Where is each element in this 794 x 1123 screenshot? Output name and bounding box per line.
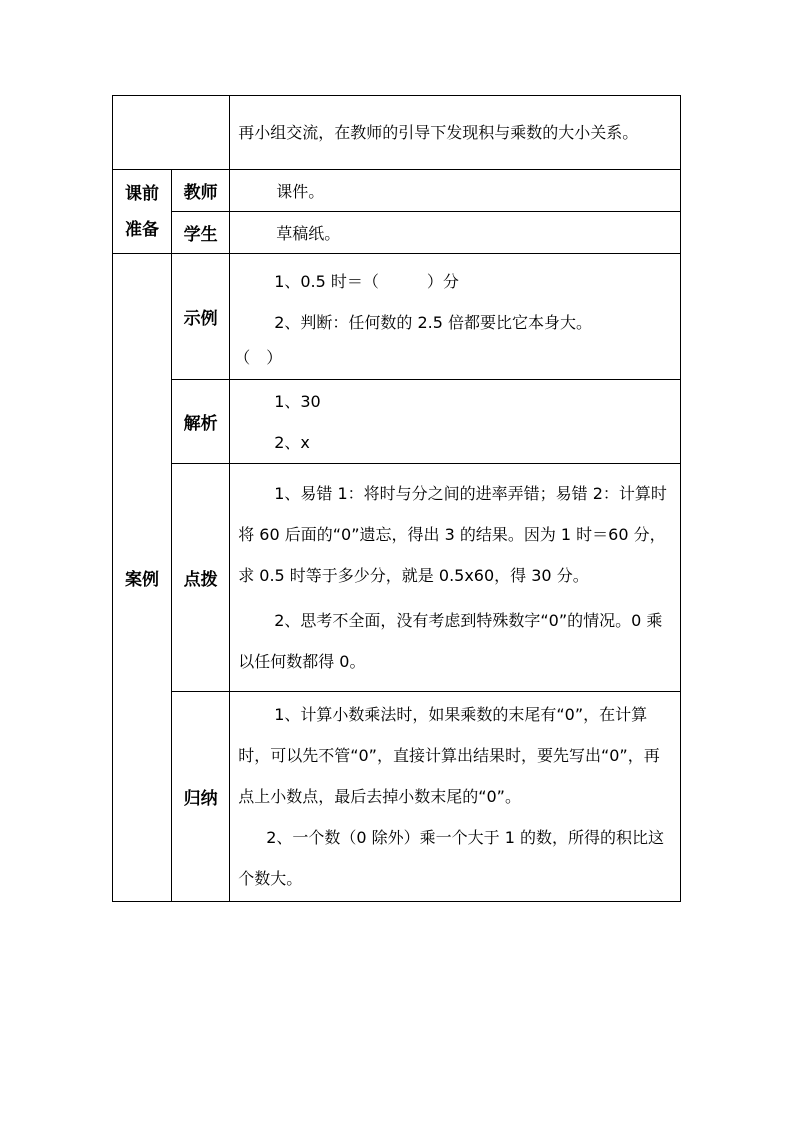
example-question-1: 1、0.5 时＝（ ）分 xyxy=(274,271,459,291)
summary-label: 归纳 xyxy=(172,692,230,902)
summary-paragraph-2: 2、一个数（0 除外）乘一个大于 1 的数，所得的积比这个数大。 xyxy=(238,828,664,888)
example-question-2: 2、判断：任何数的 2.5 倍都要比它本身大。 xyxy=(274,312,592,332)
tips-row xyxy=(113,464,681,692)
summary-paragraph-1: 1、计算小数乘法时，如果乘数的末尾有“0”，在计算时，可以先不管“0”，直接计算出结果时，要先写出“0”，再点上小数点，最后去掉小数末尾的“0”。 xyxy=(238,705,660,806)
continuation-text: 再小组交流，在教师的引导下发现积与乘数的大小关系。 xyxy=(238,123,639,142)
prep-student-row xyxy=(113,212,681,254)
example-content-cell xyxy=(230,254,681,380)
case-label: 案例 xyxy=(113,254,172,902)
analysis-answer-1: 1、30 xyxy=(274,391,321,411)
lesson-table xyxy=(112,95,681,902)
teacher-label: 教师 xyxy=(172,170,230,212)
example-question-2-brackets: （ ） xyxy=(234,347,283,367)
continuation-row xyxy=(113,96,681,170)
example-row xyxy=(113,254,681,380)
student-content-cell xyxy=(230,212,681,254)
prep-label-line1: 课前 xyxy=(125,183,160,204)
prep-label-line2: 准备 xyxy=(125,219,160,240)
teacher-content: 课件。 xyxy=(276,182,325,201)
summary-content-cell xyxy=(230,692,681,902)
prep-label-cell xyxy=(113,170,172,254)
continuation-cell xyxy=(230,96,681,170)
empty-label-cell xyxy=(113,96,230,170)
analysis-row xyxy=(113,380,681,464)
analysis-label: 解析 xyxy=(172,380,230,464)
tips-label: 点拨 xyxy=(172,464,230,692)
prep-teacher-row xyxy=(113,170,681,212)
summary-row xyxy=(113,692,681,902)
analysis-answer-2: 2、x xyxy=(274,432,310,452)
tips-content-cell xyxy=(230,464,681,692)
student-content: 草稿纸。 xyxy=(276,224,341,243)
teacher-content-cell xyxy=(230,170,681,212)
tips-paragraph-2: 2、思考不全面，没有考虑到特殊数字“0”的情况。0 乘以任何数都得 0。 xyxy=(238,611,663,671)
example-label: 示例 xyxy=(172,254,230,380)
student-label: 学生 xyxy=(172,212,230,254)
analysis-content-cell xyxy=(230,380,681,464)
tips-paragraph-1: 1、易错 1：将时与分之间的进率弄错；易错 2：计算时将 60 后面的“0”遗忘，得出 3 的结果。因为 1 时＝60 分，求 0.5 时等于多少分，就是 0.5x60，得 30 分。 xyxy=(238,484,667,585)
